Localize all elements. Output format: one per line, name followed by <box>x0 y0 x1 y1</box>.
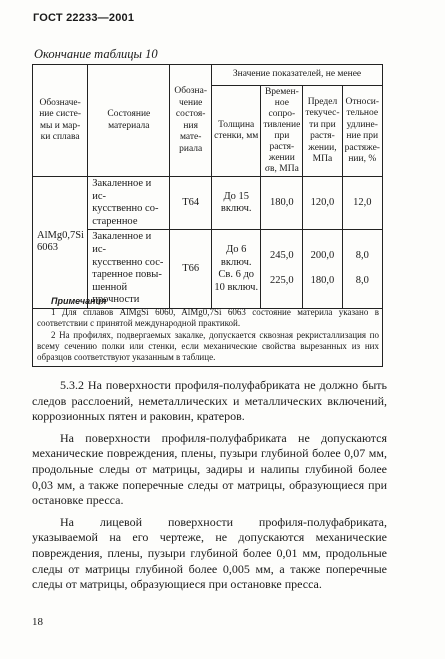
elongation-cell: 12,0 <box>342 177 382 230</box>
condition-cell: Закаленное и ис- кусственно со- старенное <box>88 177 170 230</box>
yield-cell: 200,0 180,0 <box>303 230 342 309</box>
strength-cell: 245,0 225,0 <box>261 230 303 309</box>
table-header-row <box>33 65 383 86</box>
col-header-yield: Предел текучес- ти при растя- жении, МПа <box>303 86 342 177</box>
body-text <box>32 378 387 599</box>
designation-cell: Т66 <box>170 230 212 309</box>
designation-cell: Т64 <box>170 177 212 230</box>
condition-cell: Закаленное и ис- кусственно сос- таренное повы- шенной прочности <box>88 230 170 309</box>
paragraph: На поверхности профиля-полуфабриката не допускаются механические повреждения, плены, пузыри глубиной более 0,07 мм, продольные следы от матрицы, задиры и налипы глубиной более 0,03 мм, а также поперечные следы от матрицы, образующиеся при остановке пресса. <box>32 430 387 508</box>
note-item: 2 На профилях, подвергаемых закалке, допускается сквозная рекристаллизация по всему сечению полки или стенки, если механические свойства вырезанных из них образцов соответствуют указанным в таблице. <box>37 329 379 363</box>
note-item: 1 Для сплавов AlMgSi 6060, AlMg0,7Si 6063 состояние материла указано в соответствии с принятой международной практикой. <box>37 307 379 329</box>
col-header-strength: Времен- ное сопро- тивление при растя- жении σв, МПа <box>261 86 303 177</box>
paragraph: На лицевой поверхности профиля-полуфабриката, указываемой на его чертеже, не допускаются механические повреждения, плены, пузыри глубиной более 0,01 мм, продольные следы от матрицы глубиной более 0,005 мм, а также поперечные следы от матрицы, образующиеся при остановке пресса. <box>32 514 387 592</box>
yield-cell: 120,0 <box>303 177 342 230</box>
properties-table <box>32 64 383 309</box>
thickness-cell: До 6 включ. Св. 6 до 10 включ. <box>212 230 261 309</box>
col-header-elongation: Относи- тельное удлине- ние при растяже- нии, % <box>342 86 382 177</box>
table-row <box>33 177 383 230</box>
alloy-cell: AlMg0,7Si 6063 <box>33 177 88 309</box>
strength-cell: 180,0 <box>261 177 303 230</box>
notes-title: Примечания <box>51 296 107 306</box>
document-header: ГОСТ 22233—2001 <box>33 12 135 24</box>
group-header: Значение показателей, не менее <box>212 65 383 86</box>
thickness-cell: До 15 включ. <box>212 177 261 230</box>
col-header-system: Обозначе- ние систе- мы и мар- ки сплава <box>33 65 88 177</box>
paragraph: 5.3.2 На поверхности профиля-полуфабриката не должно быть следов расслоений, неметаллических и металлических включений, коррозионных пятен и раковин, кратеров. <box>32 378 387 424</box>
col-header-designation: Обозна- чение состоя- ния мате- риала <box>170 65 212 177</box>
table-continuation-caption: Окончание таблицы 10 <box>34 47 158 61</box>
elongation-cell: 8,0 8,0 <box>342 230 382 309</box>
table-notes <box>32 294 383 367</box>
col-header-thickness: Толщина стенки, мм <box>212 86 261 177</box>
page-number: 18 <box>32 616 43 628</box>
col-header-condition: Состояние материала <box>88 65 170 177</box>
